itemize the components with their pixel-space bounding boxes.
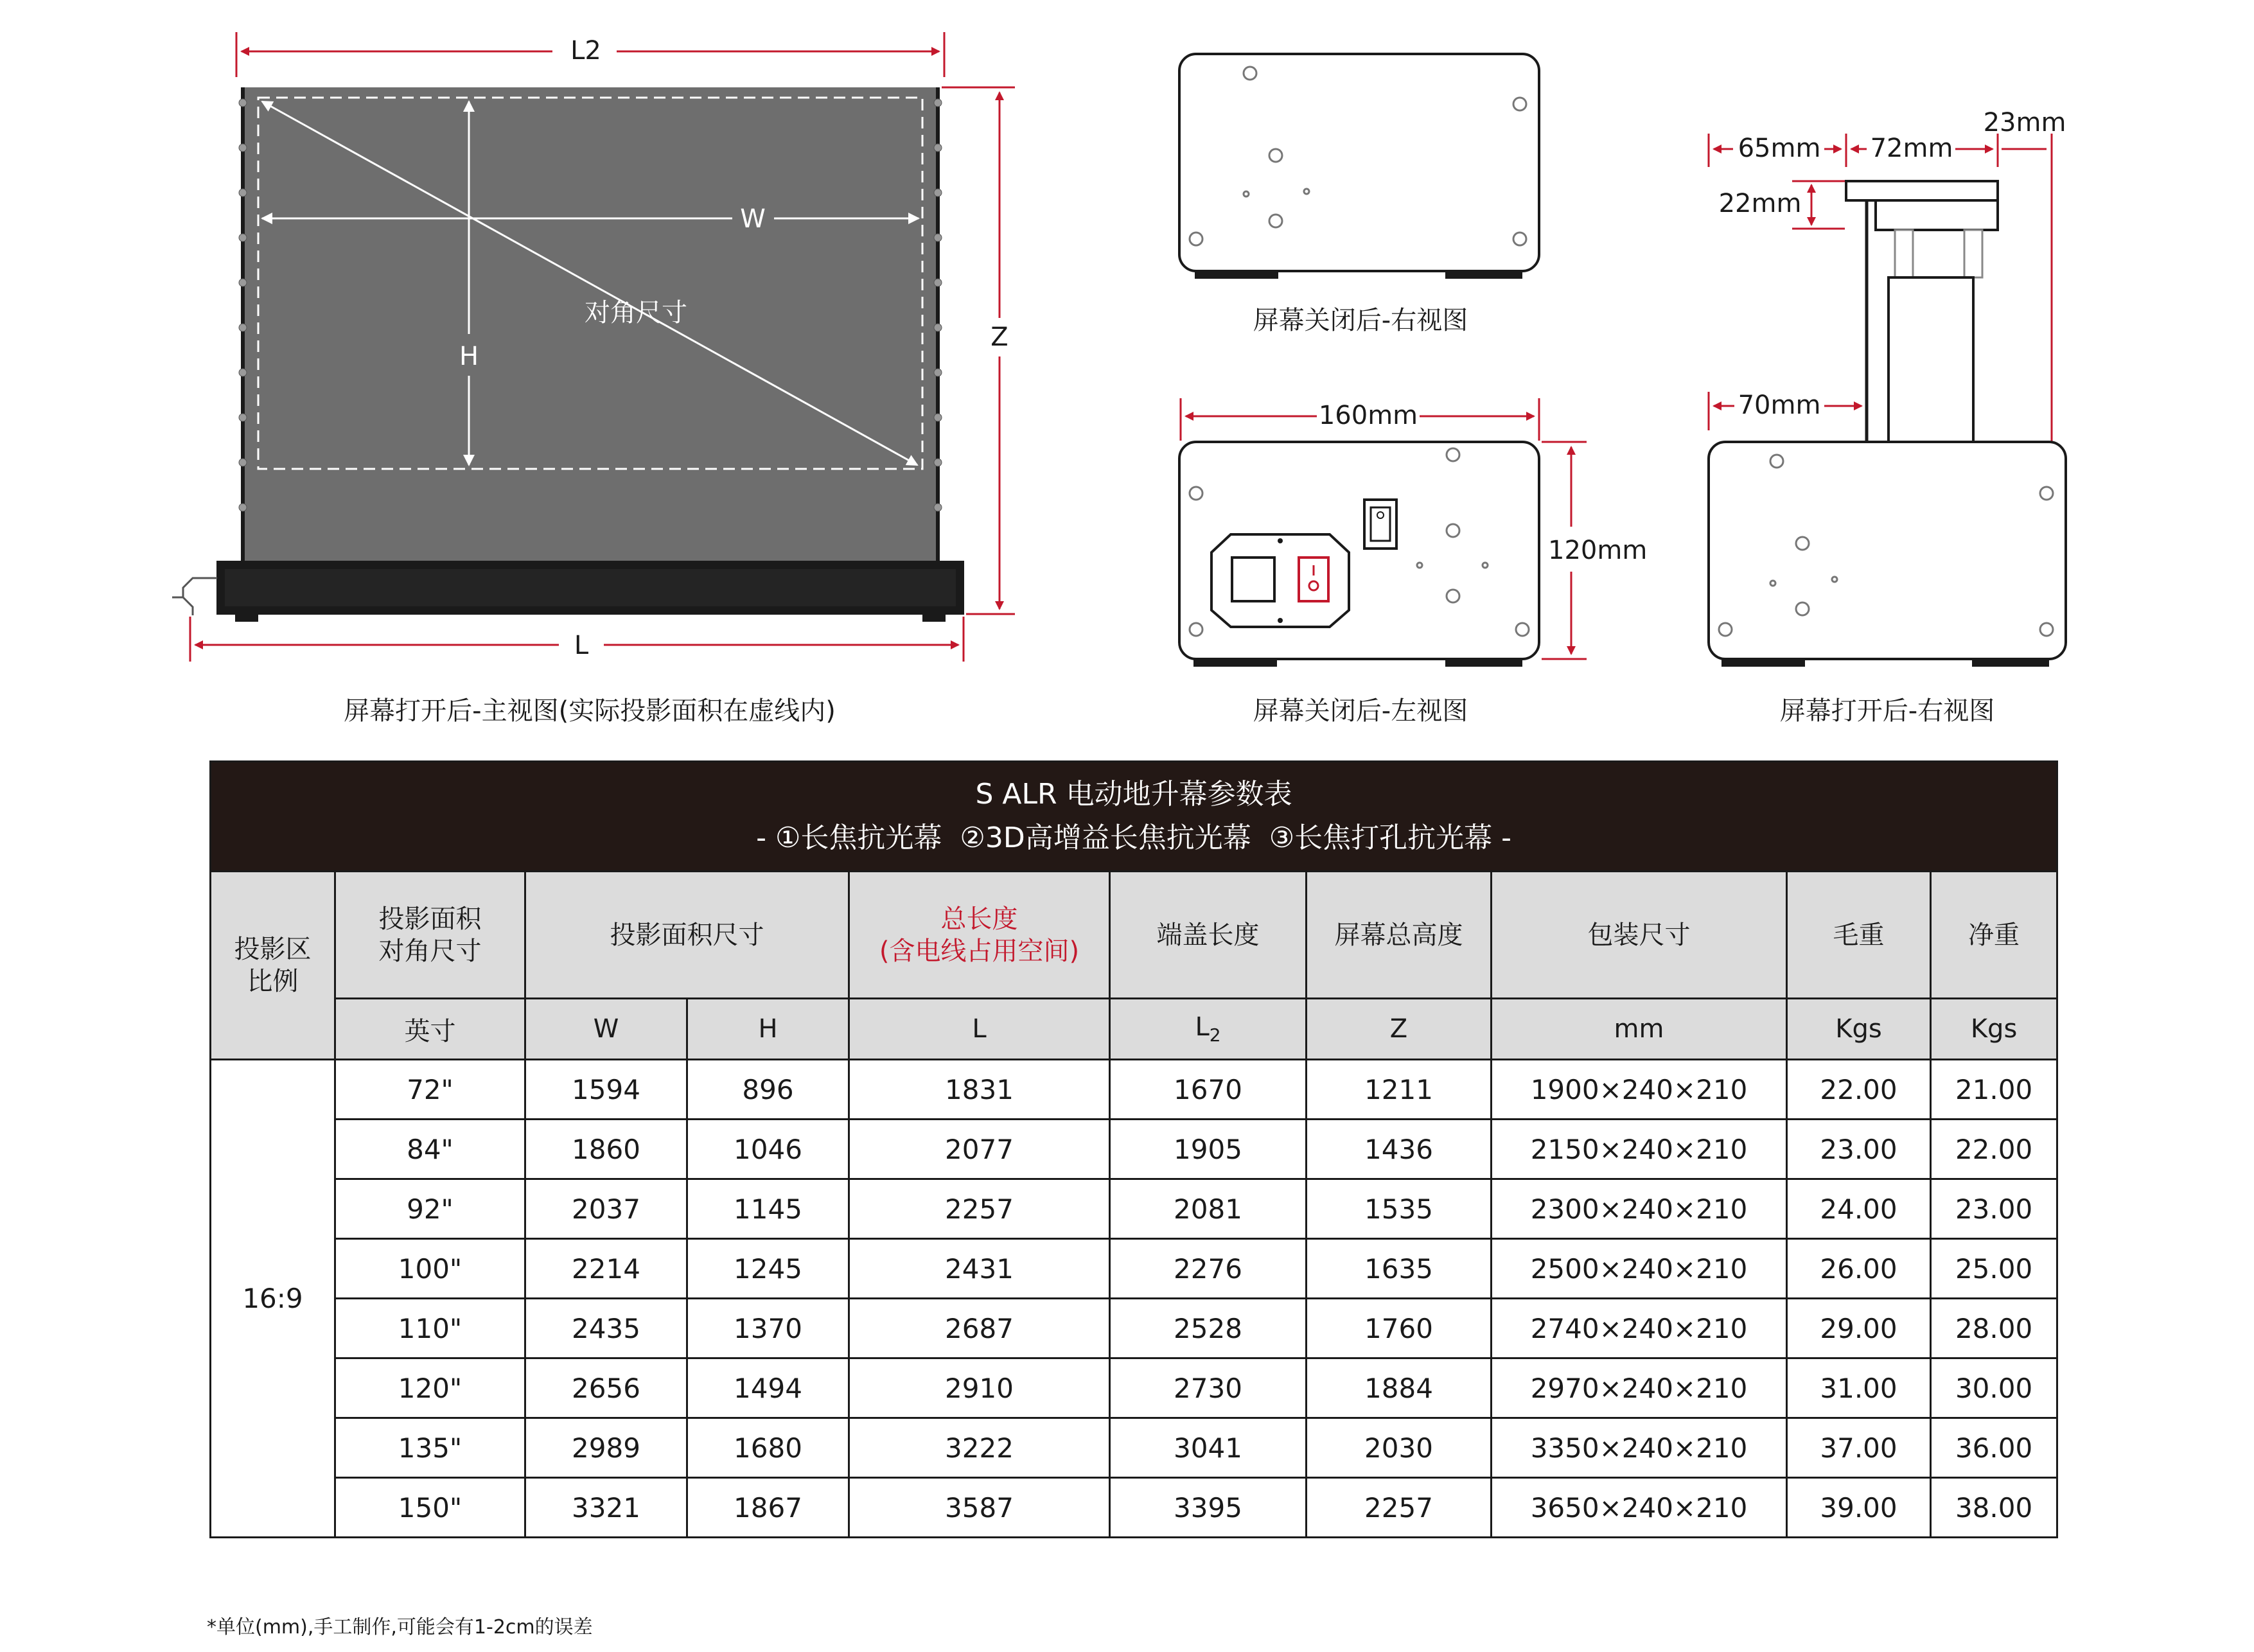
d72-label: 72mm [1870, 134, 1953, 163]
h-label: H [459, 342, 479, 371]
cell-l2: 2730 [1110, 1358, 1307, 1418]
power-cord [172, 578, 217, 615]
cell-size: 120" [335, 1358, 525, 1418]
header-total-height: 屏幕总高度 [1307, 872, 1492, 999]
unit-l: L [849, 999, 1110, 1060]
cell-net: 38.00 [1931, 1478, 2057, 1538]
cell-w: 2989 [525, 1418, 687, 1478]
cell-l: 2687 [849, 1299, 1110, 1358]
cell-w: 3321 [525, 1478, 687, 1538]
cell-l: 1831 [849, 1060, 1110, 1120]
cell-size: 110" [335, 1299, 525, 1358]
cell-size: 72" [335, 1060, 525, 1120]
cell-size: 92" [335, 1179, 525, 1239]
table-row [211, 1179, 2057, 1239]
cell-net: 28.00 [1931, 1299, 2057, 1358]
cell-h: 1046 [687, 1120, 849, 1179]
table-title-cell [211, 762, 2057, 872]
d22-label: 22mm [1718, 189, 1802, 218]
cell-z: 1635 [1307, 1239, 1492, 1299]
table-row [211, 1060, 2057, 1120]
cell-pack: 1900×240×210 [1492, 1060, 1787, 1120]
cell-l2: 3395 [1110, 1478, 1307, 1538]
footnote: *单位(mm),手工制作,可能会有1-2cm的误差 [207, 1616, 593, 1639]
cell-w: 2214 [525, 1239, 687, 1299]
unit-z: Z [1307, 999, 1492, 1060]
main-view-caption: 屏幕打开后-主视图(实际投影面积在虚线内) [344, 696, 836, 726]
width-160-label: 160mm [1318, 401, 1418, 430]
header-end-cap: 端盖长度 [1110, 872, 1307, 999]
cell-l2: 2081 [1110, 1179, 1307, 1239]
d65-label: 65mm [1738, 134, 1821, 163]
table-row [211, 1299, 2057, 1358]
cell-net: 25.00 [1931, 1239, 2057, 1299]
table-subtitle: - ①长焦抗光幕 ②3D高增益长焦抗光幕 ③长焦打孔抗光幕 - [756, 822, 1512, 854]
header-total-length: 总长度 (含电线占用空间) [849, 872, 1110, 999]
table-row [211, 1478, 2057, 1538]
cell-z: 1211 [1307, 1060, 1492, 1120]
cell-pack: 2740×240×210 [1492, 1299, 1787, 1358]
cell-z: 2030 [1307, 1418, 1492, 1478]
w-label: W [740, 204, 766, 234]
cell-net: 30.00 [1931, 1358, 2057, 1418]
header-area: 投影面积尺寸 [525, 872, 849, 999]
unit-l2-subscript: 2 [1209, 1024, 1221, 1046]
cell-l: 2257 [849, 1179, 1110, 1239]
cell-h: 1370 [687, 1299, 849, 1358]
switch [1364, 500, 1396, 549]
cell-gross: 24.00 [1787, 1179, 1931, 1239]
cell-w: 2656 [525, 1358, 687, 1418]
open-right-view [1709, 108, 2066, 726]
cell-gross: 22.00 [1787, 1060, 1931, 1120]
cell-l: 2077 [849, 1120, 1110, 1179]
cell-pack: 3350×240×210 [1492, 1418, 1787, 1478]
cell-h: 1867 [687, 1478, 849, 1538]
height-120-label: 120mm [1548, 536, 1648, 565]
unit-l2-letter: L [1195, 1012, 1210, 1042]
cell-gross: 37.00 [1787, 1418, 1931, 1478]
unit-inch: 英寸 [335, 999, 525, 1060]
cell-l2: 3041 [1110, 1418, 1307, 1478]
closed-right-view [1179, 54, 1539, 335]
cell-h: 1494 [687, 1358, 849, 1418]
l-label: L [574, 631, 589, 660]
unit-kgs-gross: Kgs [1787, 999, 1931, 1060]
unit-kgs-net: Kgs [1931, 999, 2057, 1060]
closed-right-caption: 屏幕关闭后-右视图 [1253, 306, 1468, 335]
cell-gross: 23.00 [1787, 1120, 1931, 1179]
cell-gross: 26.00 [1787, 1239, 1931, 1299]
cell-w: 2037 [525, 1179, 687, 1239]
cell-pack: 2970×240×210 [1492, 1358, 1787, 1418]
table-row [211, 1239, 2057, 1299]
cell-w: 2435 [525, 1299, 687, 1358]
cell-l2: 2276 [1110, 1239, 1307, 1299]
z-label: Z [991, 322, 1008, 352]
unit-w: W [525, 999, 687, 1060]
cell-net: 21.00 [1931, 1060, 2057, 1120]
closed-left-caption: 屏幕关闭后-左视图 [1253, 696, 1468, 726]
header-net: 净重 [1931, 872, 2057, 999]
l2-label: L2 [570, 36, 601, 66]
header-diag: 投影面积 对角尺寸 [335, 872, 525, 999]
cell-z: 1535 [1307, 1179, 1492, 1239]
cell-h: 896 [687, 1060, 849, 1120]
diagonal-label: 对角尺寸 [585, 298, 687, 328]
cell-l: 3587 [849, 1478, 1110, 1538]
cell-z: 1436 [1307, 1120, 1492, 1179]
spec-table [209, 760, 2058, 1538]
open-right-caption: 屏幕打开后-右视图 [1779, 696, 1995, 726]
cell-net: 22.00 [1931, 1120, 2057, 1179]
cell-l: 2431 [849, 1239, 1110, 1299]
cell-h: 1245 [687, 1239, 849, 1299]
main-front-view [172, 32, 1015, 726]
cell-net: 36.00 [1931, 1418, 2057, 1478]
header-gross: 毛重 [1787, 872, 1931, 999]
cell-pack: 2500×240×210 [1492, 1239, 1787, 1299]
cell-h: 1145 [687, 1179, 849, 1239]
d70-label: 70mm [1738, 391, 1821, 420]
technical-drawings [0, 0, 2254, 758]
table-row [211, 1120, 2057, 1179]
d23-label: 23mm [1983, 108, 2066, 137]
cell-l2: 1670 [1110, 1060, 1307, 1120]
cell-w: 1594 [525, 1060, 687, 1120]
unit-mm: mm [1492, 999, 1787, 1060]
cell-pack: 3650×240×210 [1492, 1478, 1787, 1538]
cell-gross: 31.00 [1787, 1358, 1931, 1418]
header-package: 包装尺寸 [1492, 872, 1787, 999]
cell-net: 23.00 [1931, 1179, 2057, 1239]
cell-l: 2910 [849, 1358, 1110, 1418]
cell-z: 2257 [1307, 1478, 1492, 1538]
unit-h: H [687, 999, 849, 1060]
unit-l2 [1110, 999, 1307, 1060]
closed-left-view [1179, 398, 1647, 726]
cell-z: 1760 [1307, 1299, 1492, 1358]
cell-h: 1680 [687, 1418, 849, 1478]
cell-w: 1860 [525, 1120, 687, 1179]
cell-gross: 29.00 [1787, 1299, 1931, 1358]
cell-size: 135" [335, 1418, 525, 1478]
cell-l: 3222 [849, 1418, 1110, 1478]
cell-size: 84" [335, 1120, 525, 1179]
table-title: S ALR 电动地升幕参数表 [975, 778, 1292, 811]
table-row [211, 1418, 2057, 1478]
cell-pack: 2300×240×210 [1492, 1179, 1787, 1239]
cell-pack: 2150×240×210 [1492, 1120, 1787, 1179]
cell-l2: 2528 [1110, 1299, 1307, 1358]
cell-size: 150" [335, 1478, 525, 1538]
cell-gross: 39.00 [1787, 1478, 1931, 1538]
cell-size: 100" [335, 1239, 525, 1299]
cell-z: 1884 [1307, 1358, 1492, 1418]
cell-l2: 1905 [1110, 1120, 1307, 1179]
header-ratio: 投影区 比例 [211, 872, 335, 1060]
table-row [211, 1358, 2057, 1418]
ratio-cell: 16:9 [211, 1060, 335, 1538]
power-socket [1211, 534, 1349, 627]
